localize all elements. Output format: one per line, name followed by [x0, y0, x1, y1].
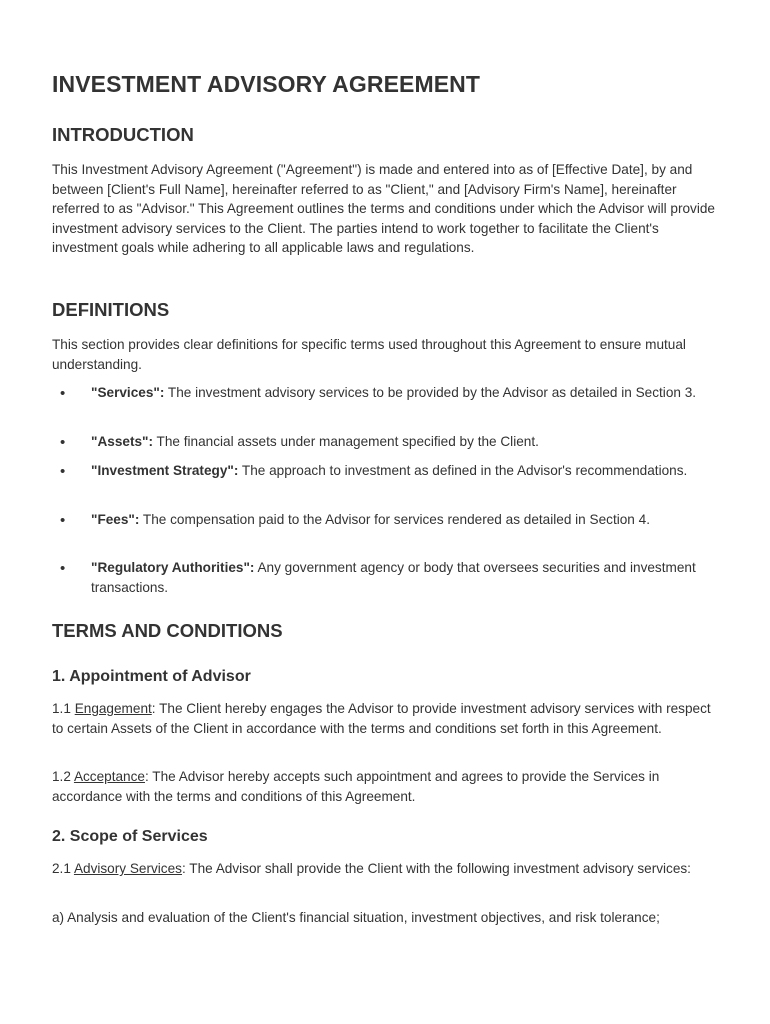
clause-label: Advisory Services — [73, 861, 182, 876]
definition-text: The investment advisory services to be provided by the Advisor as detailed in Section 3. — [164, 385, 697, 400]
definition-term: "Fees": — [91, 512, 140, 527]
section-2-heading: 2. Scope of Services — [52, 828, 208, 845]
definition-term: "Investment Strategy": — [91, 463, 239, 478]
introduction-paragraph: This Investment Advisory Agreement ("Agreement") is made and entered into as of [Effective Date], by and between [Client's Full Name], hereinafter referred to as "Client," and [Advisory Firm's Name], hereinafter referred to as "Advisor." This Agreement outlines the terms and conditions under which the Advisor will provide investment advisory services to the Client. The parties intend to work together to facilitate the Client's investment goals while adhering to all applicable laws and regulations. — [52, 162, 715, 256]
clause-label: Engagement — [74, 701, 152, 716]
definition-term: "Assets": — [91, 434, 154, 449]
definition-text: The compensation paid to the Advisor for services rendered as detailed in Section 4. — [139, 512, 650, 527]
bullet-icon: • — [60, 560, 66, 577]
definition-text: The financial assets under management specified by the Client. — [153, 434, 539, 449]
bullet-icon: • — [60, 512, 66, 529]
clause-2-1: 2.1 Advisory Services: The Advisor shall provide the Client with the following investment advisory services: — [52, 861, 691, 876]
introduction-heading: INTRODUCTION — [52, 124, 194, 145]
bullet-icon: • — [60, 434, 66, 451]
definition-text: The approach to investment as defined in the Advisor's recommendations. — [238, 463, 688, 478]
bullet-icon: • — [60, 385, 66, 402]
document-title: INVESTMENT ADVISORY AGREEMENT — [52, 71, 481, 97]
clause-label: Acceptance — [73, 769, 145, 784]
definition-text: Any government agency or body that oversees securities and investment transactions. — [91, 560, 696, 595]
clause-2-1-a: a) Analysis and evaluation of the Client's financial situation, investment objectives, and risk tolerance; — [52, 910, 660, 925]
definition-term: "Regulatory Authorities": — [91, 560, 255, 575]
clause-1-2: 1.2 Acceptance: The Advisor hereby accepts such appointment and agrees to provide the Services in accordance with the terms and conditions of this Agreement. — [52, 769, 660, 804]
definitions-intro: This section provides clear definitions for specific terms used throughout this Agreement to ensure mutual understanding. — [52, 337, 686, 372]
bullet-icon: • — [60, 463, 66, 480]
terms-heading: TERMS AND CONDITIONS — [52, 620, 283, 641]
clause-1-1: 1.1 Engagement: The Client hereby engages the Advisor to provide investment advisory services with respect to certain Assets of the Client in accordance with the terms and conditions set forth in this Agreement. — [52, 701, 711, 736]
definition-term: "Services": — [91, 385, 165, 400]
section-1-heading: 1. Appointment of Advisor — [52, 668, 251, 685]
definitions-heading: DEFINITIONS — [52, 299, 170, 320]
